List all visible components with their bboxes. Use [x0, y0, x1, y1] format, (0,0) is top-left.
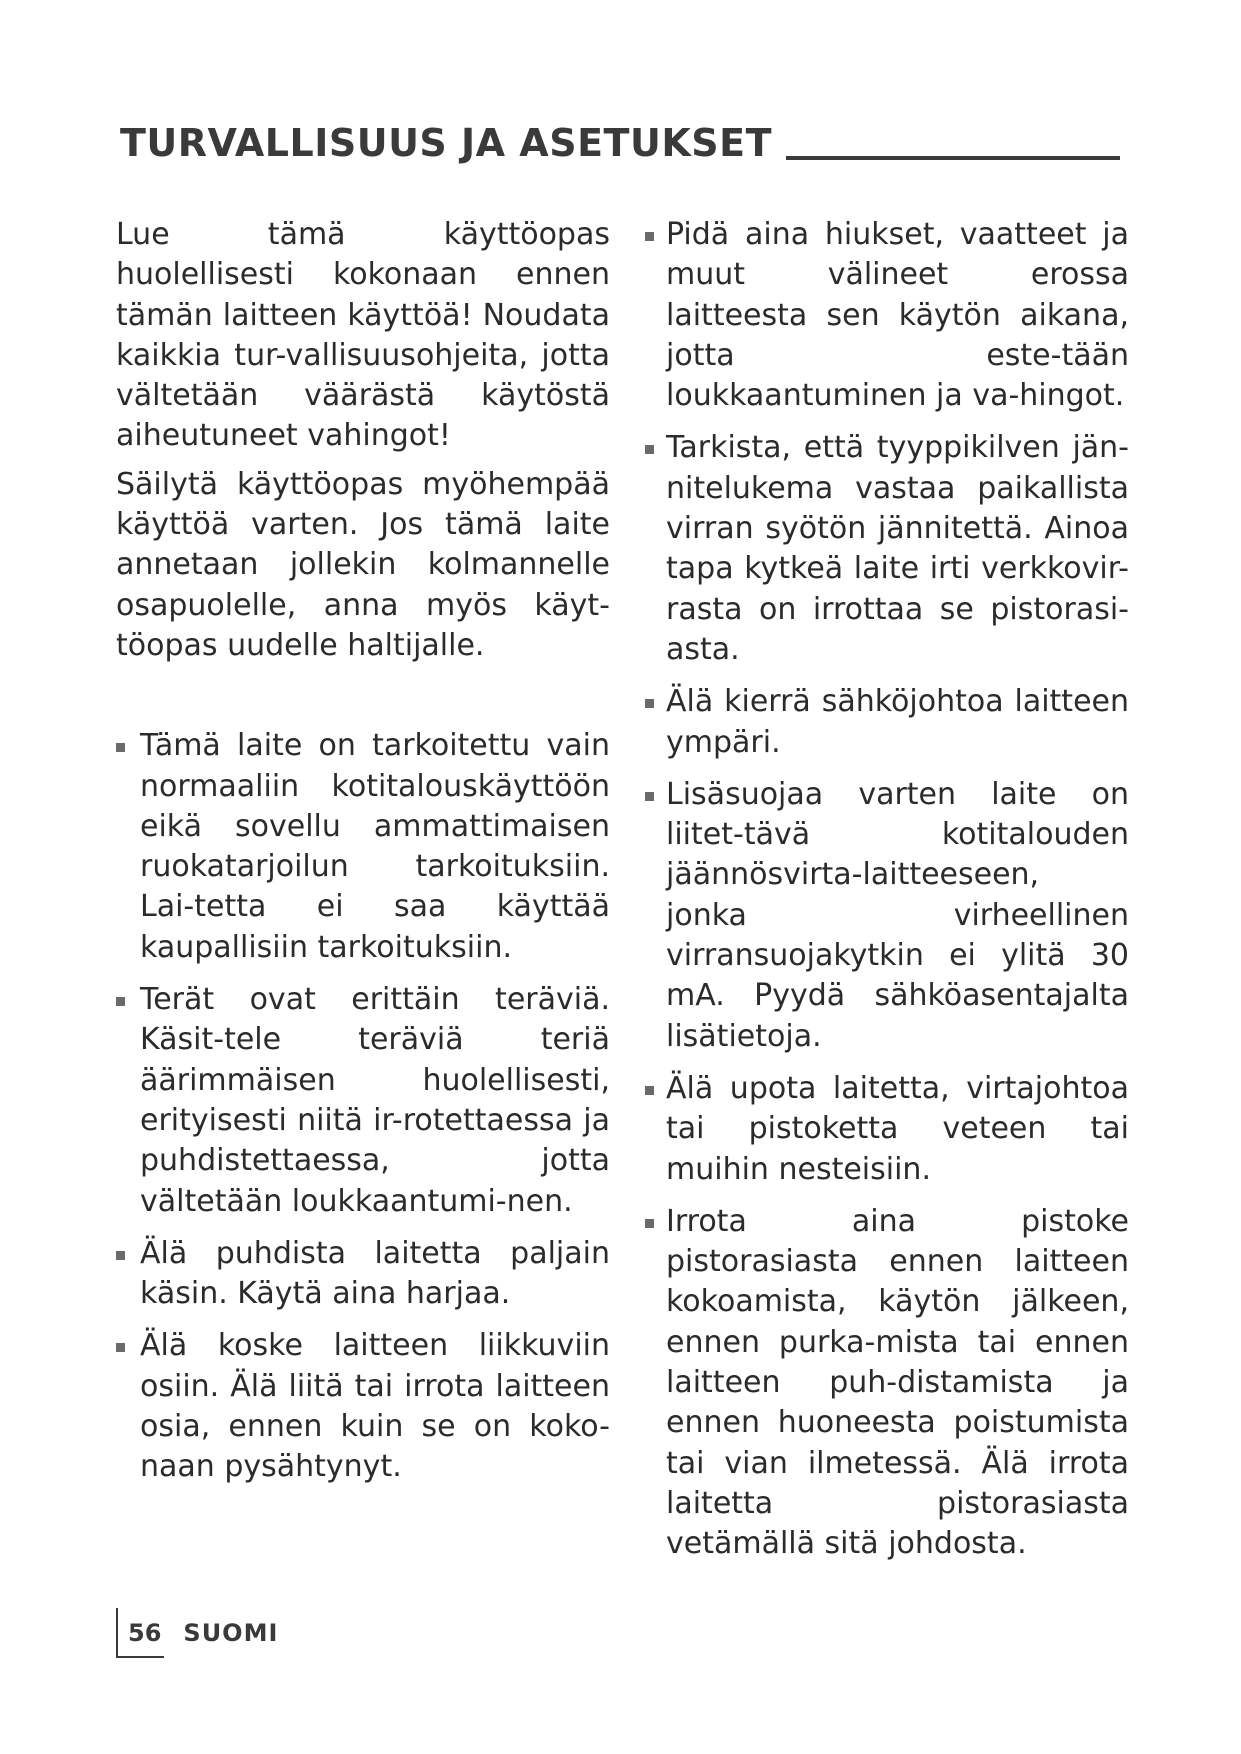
- list-item-text: Älä koske laitteen liikkuviin osiin. Älä liitä tai irrota laitteen osia, ennen kuin se on koko-naan pysähtynyt.: [140, 1328, 610, 1485]
- spacer: [116, 674, 610, 726]
- list-item-text: Älä kierrä sähköjohtoa laitteen ympäri.: [666, 684, 1129, 760]
- square-bullet-icon: [645, 1219, 654, 1228]
- page-number: 56: [128, 1619, 162, 1647]
- square-bullet-icon: [116, 1343, 125, 1352]
- list-item: [116, 1234, 610, 1315]
- list-item: [645, 1069, 1129, 1190]
- right-column: [645, 215, 1129, 1577]
- intro-paragraph: Lue tämä käyttöopas huolellisesti kokonaan ennen tämän laitteen käyttöä! Noudata kaikkia tur-vallisuusohjeita, jotta vältetään väärästä käytöstä aiheutuneet vahingot!: [116, 217, 610, 454]
- square-bullet-icon: [645, 232, 654, 241]
- list-item: [645, 428, 1129, 670]
- list-item: [116, 980, 610, 1222]
- list-item: [645, 775, 1129, 1057]
- list-item-text: Tarkista, että tyyppikilven jän-nitelukema vastaa paikallista virran syötön jännitettä. Ainoa tapa kytkeä laite irti verkkovir-rasta on irrottaa se pistorasi-asta.: [666, 430, 1129, 667]
- title-rule: [786, 156, 1120, 160]
- list-item: [645, 682, 1129, 763]
- square-bullet-icon: [116, 1251, 125, 1260]
- square-bullet-icon: [645, 445, 654, 454]
- square-bullet-icon: [645, 1086, 654, 1095]
- square-bullet-icon: [116, 997, 125, 1006]
- footer-bracket: [116, 1608, 164, 1658]
- storage-paragraph: Säilytä käyttöopas myöhempää käyttöä varten. Jos tämä laite annetaan jollekin kolmannelle osapuolelle, anna myös käyt-töopas uudelle haltijalle.: [116, 466, 610, 663]
- list-item-text: Irrota aina pistoke pistorasiasta ennen laitteen kokoamista, käytön jälkeen, ennen purka-mista tai ennen laitteen puh-distamista ja ennen huoneesta poistumista tai vian ilmetessä. Älä irrota laitetta pistorasiasta vetämällä sitä johdosta.: [666, 1203, 1129, 1562]
- list-item: [116, 726, 610, 968]
- square-bullet-icon: [645, 792, 654, 801]
- left-bullet-list: [116, 726, 610, 1487]
- list-item: [645, 215, 1129, 416]
- page-footer: [116, 1608, 278, 1658]
- square-bullet-icon: [116, 743, 125, 752]
- list-item: [116, 1326, 610, 1487]
- square-bullet-icon: [645, 699, 654, 708]
- list-item-text: Lisäsuojaa varten laite on liitet-tävä kotitalouden jäännösvirta-laitteeseen, jonka virheellinen virransuojakytkin ei ylitä 30 mA. Pyydä sähköasentajalta lisätietoja.: [666, 776, 1129, 1054]
- list-item-text: Tämä laite on tarkoitettu vain normaaliin kotitalouskäyttöön eikä sovellu ammattimaisen ruokatarjoilun tarkoituksiin. Lai-tetta ei saa käyttää kaupallisiin tarkoituksiin.: [140, 728, 610, 965]
- list-item-text: Terät ovat erittäin teräviä. Käsit-tele teräviä teriä äärimmäisen huolellisesti, erityisesti niitä ir-rotettaessa ja puhdistettaessa, jotta vältetään loukkaantumi-nen.: [140, 982, 610, 1219]
- list-item: [645, 1202, 1129, 1565]
- list-item-text: Pidä aina hiukset, vaatteet ja muut välineet erossa laitteesta sen käytön aikana, jotta este-tään loukkaantuminen ja va-hingot.: [666, 217, 1129, 414]
- right-bullet-list: [645, 215, 1129, 1565]
- page-header: [120, 112, 1120, 165]
- list-item-text: Älä puhdista laitetta paljain käsin. Käytä aina harjaa.: [140, 1235, 610, 1312]
- list-item-text: Älä upota laitetta, virtajohtoa tai pistoketta veteen tai muihin nesteisiin.: [666, 1070, 1129, 1187]
- left-column: [116, 215, 610, 1500]
- page-title: TURVALLISUUS JA ASETUKSET: [120, 121, 773, 165]
- language-label: SUOMI: [183, 1619, 279, 1647]
